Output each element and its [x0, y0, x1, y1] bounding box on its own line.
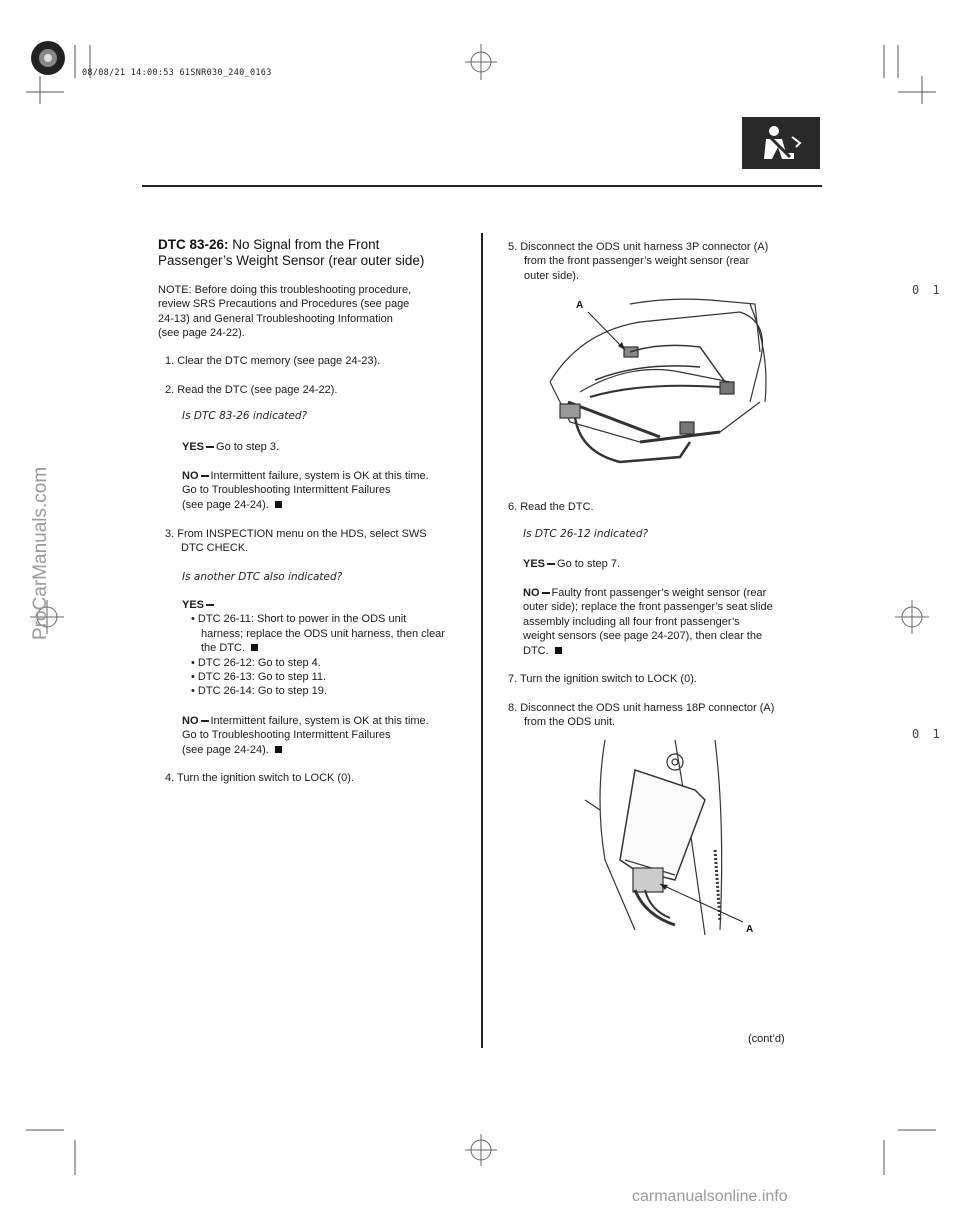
margin-mark: 0 1 [912, 283, 943, 297]
dash [206, 446, 214, 447]
question-3: Is DTC 26-12 indicated? [523, 528, 649, 540]
dash [547, 563, 555, 564]
dash [201, 720, 209, 721]
yes-label: YES [182, 599, 205, 611]
q3-no-line: outer side); replace the front passenger’s seat slide [523, 601, 773, 614]
q1-no-line: (see page 24-24). [182, 498, 269, 511]
q2-no-line: Intermittent failure, system is OK at this time. [210, 715, 429, 727]
side-watermark: ProCarManuals.com [30, 466, 51, 640]
q3-no-line: weight sensors (see page 24-207), then clear the [523, 630, 763, 643]
callout-a: A [576, 300, 584, 311]
q2-yes-line: the DTC. [201, 642, 246, 655]
dash [201, 475, 209, 476]
step-6: 6. Read the DTC. [508, 501, 594, 513]
note-line: review SRS Precautions and Procedures (see page [158, 298, 410, 311]
header-rule [142, 185, 822, 187]
step-8-line: 8. Disconnect the ODS unit harness 18P connector (A) [508, 702, 775, 714]
step-8-line: from the ODS unit. [524, 716, 616, 729]
step-3 [165, 527, 427, 556]
step-3-line: DTC CHECK. [181, 542, 249, 555]
no-label: NO [182, 715, 199, 727]
q2-yes-line: harness; replace the ODS unit harness, then clear [201, 627, 445, 640]
continued-label: (cont’d) [748, 1033, 785, 1045]
q2-yes-line: • DTC 26-11: Short to power in the ODS unit [191, 613, 407, 626]
note-line: NOTE: Before doing this troubleshooting procedure, [158, 284, 412, 296]
dash [542, 592, 550, 593]
end-mark-icon [251, 644, 258, 651]
seatbelt-icon [742, 117, 820, 169]
bottom-watermark: carmanualsonline.info [632, 1188, 788, 1205]
question-1: Is DTC 83-26 indicated? [182, 410, 308, 422]
q2-no [182, 714, 429, 757]
note-line: 24-13) and General Troubleshooting Information [158, 312, 393, 325]
q3-no-line: DTC. [523, 644, 549, 657]
q2-yes-line: • DTC 26-14: Go to step 19. [191, 685, 327, 698]
no-label: NO [182, 470, 199, 482]
question-2: Is another DTC also indicated? [182, 571, 343, 583]
note-line: (see page 24-22). [158, 327, 245, 340]
step-1: 1. Clear the DTC memory (see page 24-23). [165, 355, 381, 367]
print-stamp: 08/08/21 14:00:53 61SNR030_240_0163 [82, 68, 272, 78]
q3-yes-text: Go to step 7. [557, 558, 620, 570]
q2-yes [182, 598, 445, 699]
title-line-1: No Signal from the Front [232, 237, 380, 252]
step-5-line: 5. Disconnect the ODS unit harness 3P connector (A) [508, 241, 769, 253]
step-2: 2. Read the DTC (see page 24-22). [165, 384, 338, 396]
end-mark-icon [275, 746, 282, 753]
step-4: 4. Turn the ignition switch to LOCK (0). [165, 772, 354, 784]
ods-unit-figure [575, 740, 775, 940]
step-5-line: from the front passenger’s weight sensor (rear [524, 255, 750, 268]
q2-yes-line: • DTC 26-13: Go to step 11. [191, 671, 327, 684]
page-title [158, 237, 424, 269]
yes-label: YES [523, 558, 546, 570]
note-block [158, 283, 411, 341]
q1-no-line: Intermittent failure, system is OK at this time. [210, 470, 429, 482]
step-3-line: 3. From INSPECTION menu on the HDS, select SWS [165, 528, 427, 540]
callout-a: A [746, 924, 754, 935]
q3-no [523, 586, 773, 658]
q3-no-line: Faulty front passenger’s weight sensor (rear [551, 587, 767, 599]
seat-frame-figure [520, 292, 780, 482]
q2-no-line: Go to Troubleshooting Intermittent Failures [182, 729, 391, 742]
dtc-code: DTC 83-26: [158, 237, 229, 252]
yes-label: YES [182, 441, 205, 453]
end-mark-icon [555, 647, 562, 654]
crosshair-icon [465, 44, 497, 80]
q1-no [182, 469, 429, 512]
q3-no-line: assembly including all four front passenger’s [523, 615, 740, 628]
q1-yes [182, 440, 279, 454]
section-icon [742, 117, 820, 169]
crosshair-icon [465, 1134, 497, 1166]
q2-yes-line: • DTC 26-12: Go to step 4. [191, 656, 321, 669]
q1-yes-text: Go to step 3. [216, 441, 279, 453]
q1-no-line: Go to Troubleshooting Intermittent Failures [182, 484, 391, 497]
dash [206, 604, 214, 605]
margin-mark: 0 1 [912, 727, 943, 741]
step-7: 7. Turn the ignition switch to LOCK (0). [508, 673, 697, 685]
step-5-line: outer side). [524, 269, 580, 282]
crosshair-icon [895, 600, 929, 634]
step-5 [508, 240, 768, 283]
q2-no-line: (see page 24-24). [182, 743, 269, 756]
end-mark-icon [275, 501, 282, 508]
column-divider [481, 233, 483, 1048]
step-8 [508, 701, 774, 730]
no-label: NO [523, 587, 540, 599]
corner-target-icon [31, 41, 65, 75]
q3-yes [523, 557, 620, 571]
title-line-2: Passenger’s Weight Sensor (rear outer side) [158, 253, 425, 268]
